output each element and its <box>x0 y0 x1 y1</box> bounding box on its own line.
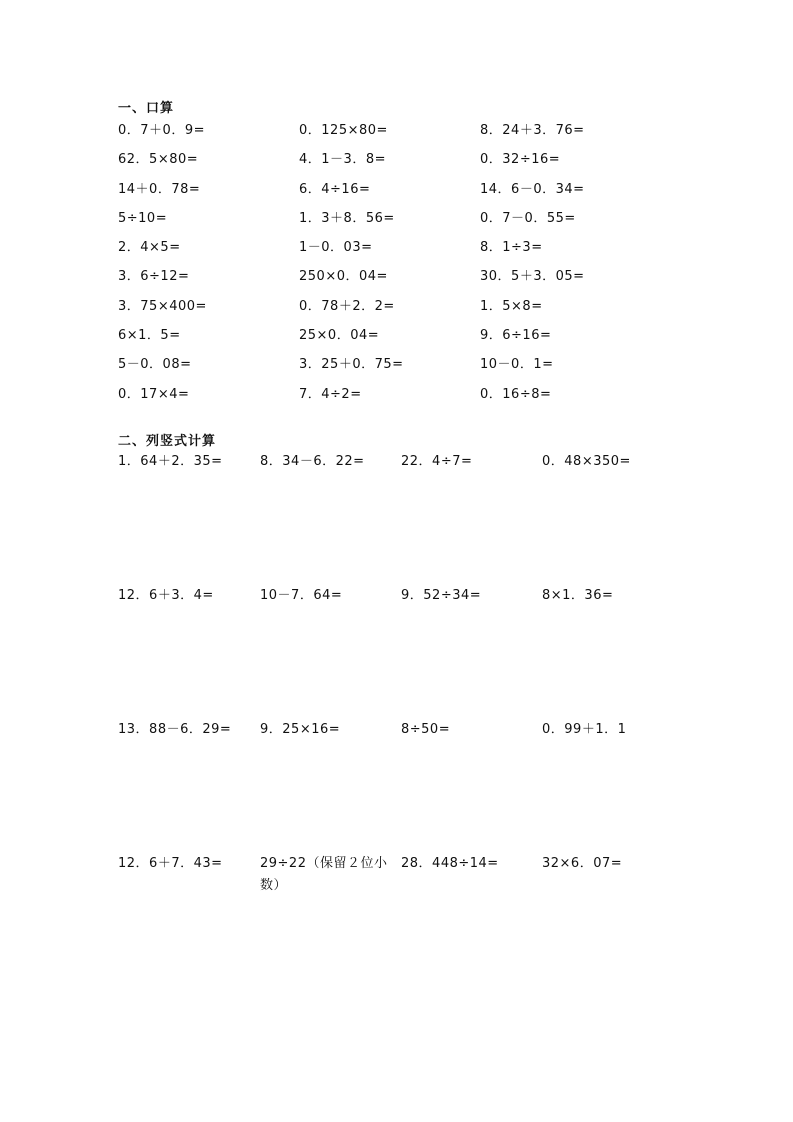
oral-item: 0．32÷16= <box>480 152 561 168</box>
oral-item: 6．4÷16= <box>299 181 371 197</box>
oral-item: 8．1÷3= <box>480 240 543 256</box>
vertical-calc-row <box>118 855 698 897</box>
oral-item: 250×0．04= <box>299 269 388 285</box>
vertical-calc-item: 1．64＋2．35= <box>118 454 223 469</box>
vertical-calc-item: 12．6＋3．4= <box>118 588 214 603</box>
vertical-calc-item: 12．6＋7．43= <box>118 856 223 871</box>
oral-item: 0．7＋0．9= <box>118 123 205 138</box>
oral-item: 4．1－3．8= <box>299 152 386 168</box>
oral-item: 10－0．1= <box>480 357 554 373</box>
vertical-calc-item: 29÷22（保留２位小数） <box>260 856 388 893</box>
vertical-calc-item: 13．88－6．29= <box>118 722 232 737</box>
oral-item: 0．78＋2．2= <box>299 298 395 314</box>
oral-item: 62．5×80= <box>118 152 199 168</box>
oral-item: 7．4÷2= <box>299 386 362 402</box>
oral-item: 30．5＋3．05= <box>480 269 585 285</box>
section1-title: 一、口算 <box>118 101 175 116</box>
oral-item: 3．75×400= <box>118 298 207 314</box>
vertical-calc-row <box>118 587 698 605</box>
oral-item: 0．17×4= <box>118 386 190 402</box>
vertical-calc-row <box>118 721 698 739</box>
oral-item: 5－0．08= <box>118 357 192 373</box>
vertical-calc-item: 9．25×16= <box>260 722 341 737</box>
vertical-calc-item: 8．34－6．22= <box>260 454 365 469</box>
vertical-calc-item: 0．48×350= <box>542 454 631 469</box>
vertical-calc-item: 22．4÷7= <box>401 454 473 469</box>
oral-item: 1．3＋8．56= <box>299 210 395 226</box>
oral-item: 0．7－0．55= <box>480 210 576 226</box>
oral-item: 3．6÷12= <box>118 269 190 285</box>
oral-item: 14＋0．78= <box>118 181 201 197</box>
oral-item: 25×0．04= <box>299 328 380 344</box>
oral-item: 3．25＋0．75= <box>299 357 404 373</box>
vertical-calc-item: 32×6．07= <box>542 856 623 871</box>
vertical-calc-item: 8÷50= <box>401 722 451 737</box>
oral-item: 1．5×8= <box>480 298 543 314</box>
oral-item: 6×1．5= <box>118 328 181 344</box>
oral-calculation-grid <box>118 122 661 415</box>
oral-item: 1－0．03= <box>299 240 373 256</box>
vertical-calc-row <box>118 453 698 471</box>
vertical-calc-item: 10－7．64= <box>260 588 343 603</box>
oral-item: 2．4×5= <box>118 240 181 256</box>
vertical-calc-item: 8×1．36= <box>542 588 614 603</box>
vertical-calc-item: 0．99＋1．1 <box>542 722 627 737</box>
oral-item: 8．24＋3．76= <box>480 123 585 138</box>
vertical-calc-item: 28．448÷14= <box>401 856 499 871</box>
vertical-calc-item: 9．52÷34= <box>401 588 482 603</box>
section2-title: 二、列竖式计算 <box>118 434 217 449</box>
oral-item: 0．16÷8= <box>480 386 552 402</box>
oral-item: 0．125×80= <box>299 123 388 138</box>
oral-item: 14．6－0．34= <box>480 181 585 197</box>
oral-item: 9．6÷16= <box>480 328 552 344</box>
oral-item: 5÷10= <box>118 210 168 226</box>
